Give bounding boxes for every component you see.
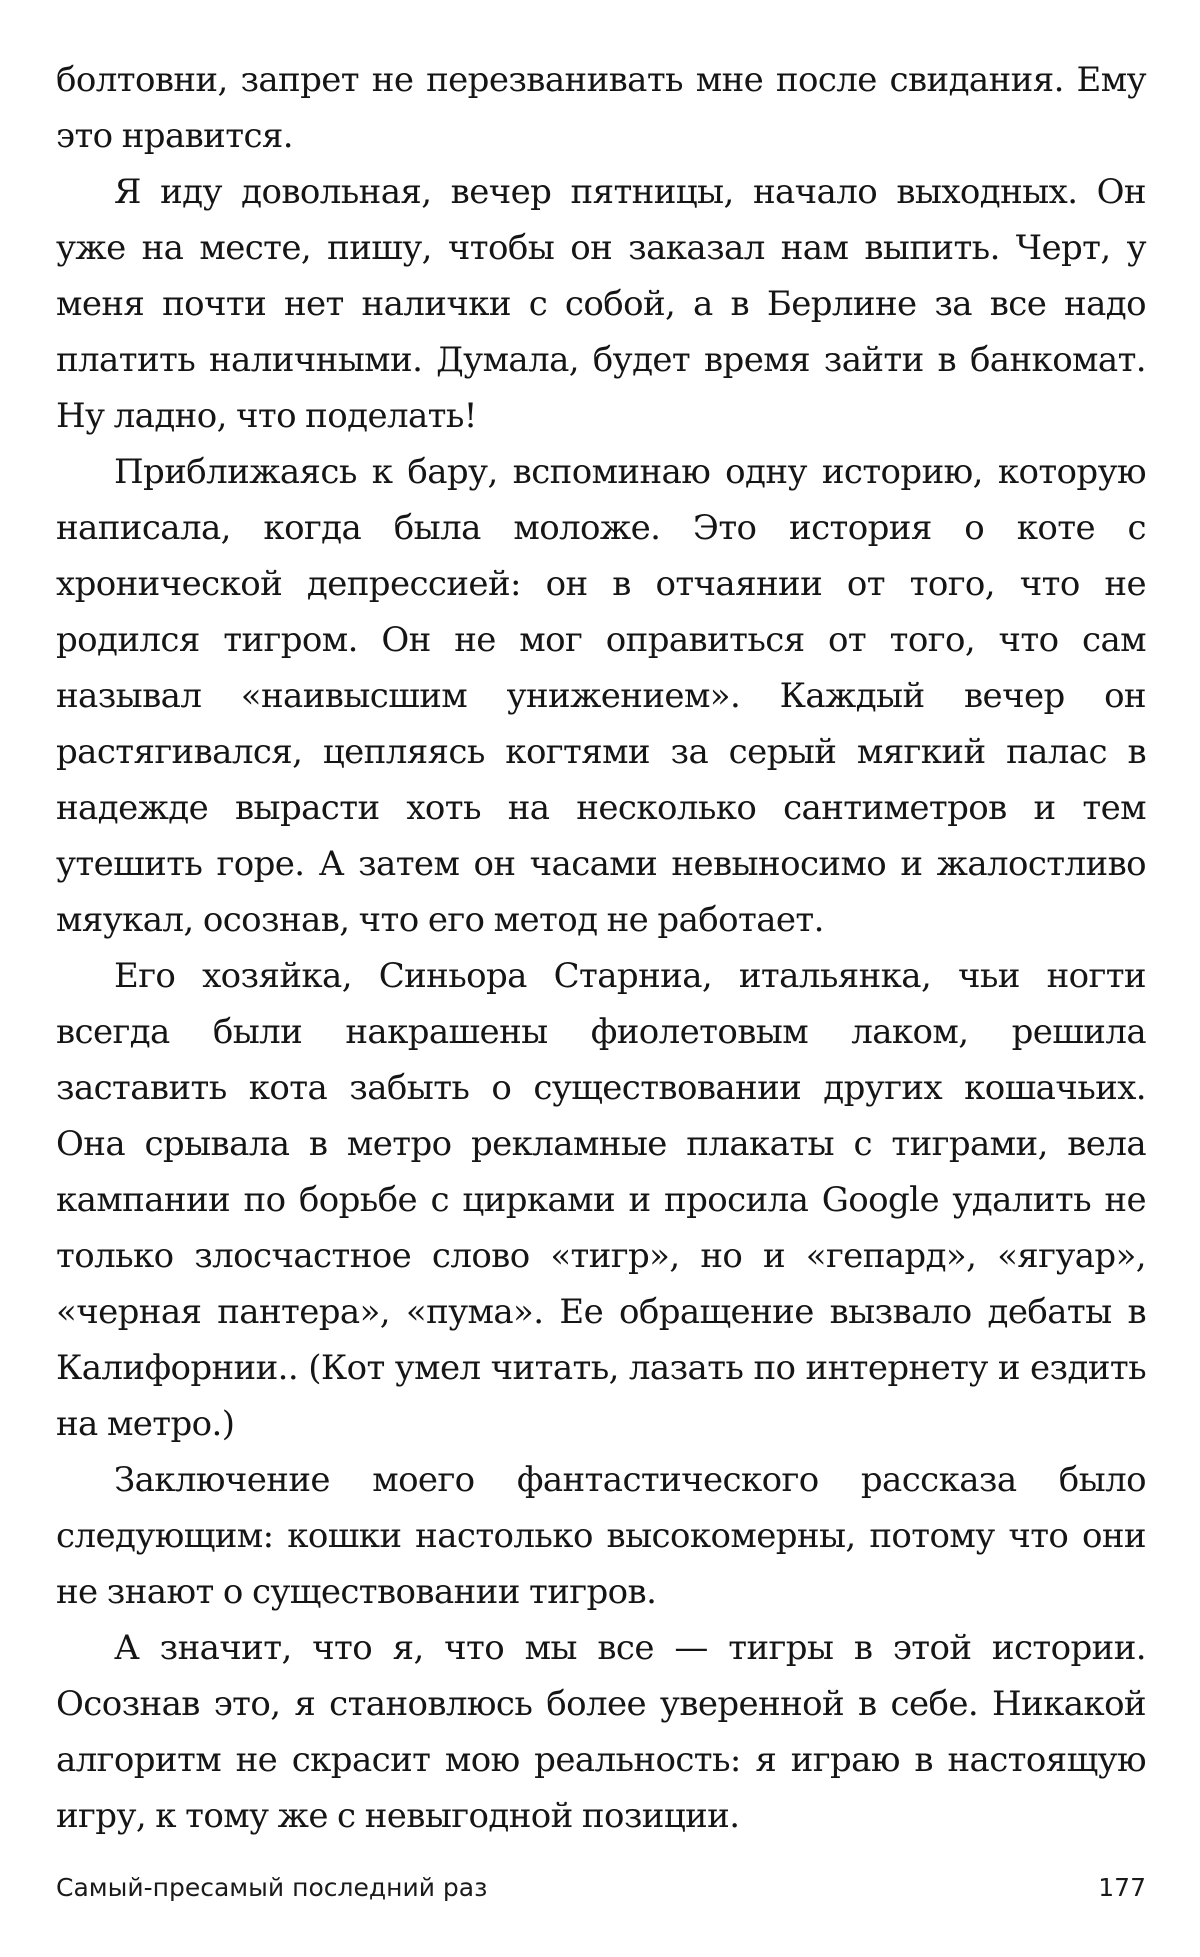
- running-title: Самый-пресамый последний раз: [56, 1873, 488, 1902]
- paragraph-6: А значит, что я, что мы все — тигры в этой истории. Осознав это, я становлюсь более уверенной в себе. Никакой алгоритм не скрасит мою реальность: я играю в настоящую игру, к тому же с невыгодной позиции.: [56, 1628, 1146, 1836]
- page-number: 177: [1098, 1873, 1146, 1902]
- page-body: [56, 52, 1146, 1844]
- paragraph-1: болтовни, запрет не перезванивать мне после свидания. Ему это нравится.: [56, 60, 1146, 156]
- paragraph-2: Я иду довольная, вечер пятницы, начало выходных. Он уже на месте, пишу, чтобы он заказал нам выпить. Черт, у меня почти нет налички с собой, а в Берлине за все надо платить наличными. Думала, будет время зайти в банкомат. Ну ладно, что поделать!: [56, 172, 1146, 436]
- paragraph-5: Заключение моего фантастического рассказа было следующим: кошки настолько высокомерны, потому что они не знают о существовании тигров.: [56, 1460, 1146, 1612]
- page-footer: [56, 1868, 1146, 1908]
- paragraph-3: Приближаясь к бару, вспоминаю одну историю, которую написала, когда была моложе. Это история о коте с хронической депрессией: он в отчаянии от того, что не родился тигром. Он не мог оправиться от того, что сам называл «наивысшим унижением». Каждый вечер он растягивался, цепляясь когтями за серый мягкий палас в надежде вырасти хоть на несколько сантиметров и тем утешить горе. А затем он часами невыносимо и жалостливо мяукал, осознав, что его метод не работает.: [56, 452, 1146, 940]
- paragraph-4: Его хозяйка, Синьора Старниа, итальянка, чьи ногти всегда были накрашены фиолетовым лаком, решила заставить кота забыть о существовании других кошачьих. Она срывала в метро рекламные плакаты с тиграми, вела кампании по борьбе с цирками и просила Google удалить не только злосчастное слово «тигр», но и «гепард», «ягуар», «черная пантера», «пума». Ее обращение вызвало дебаты в Калифорнии.. (Кот умел читать, лазать по интернету и ездить на метро.): [56, 956, 1146, 1444]
